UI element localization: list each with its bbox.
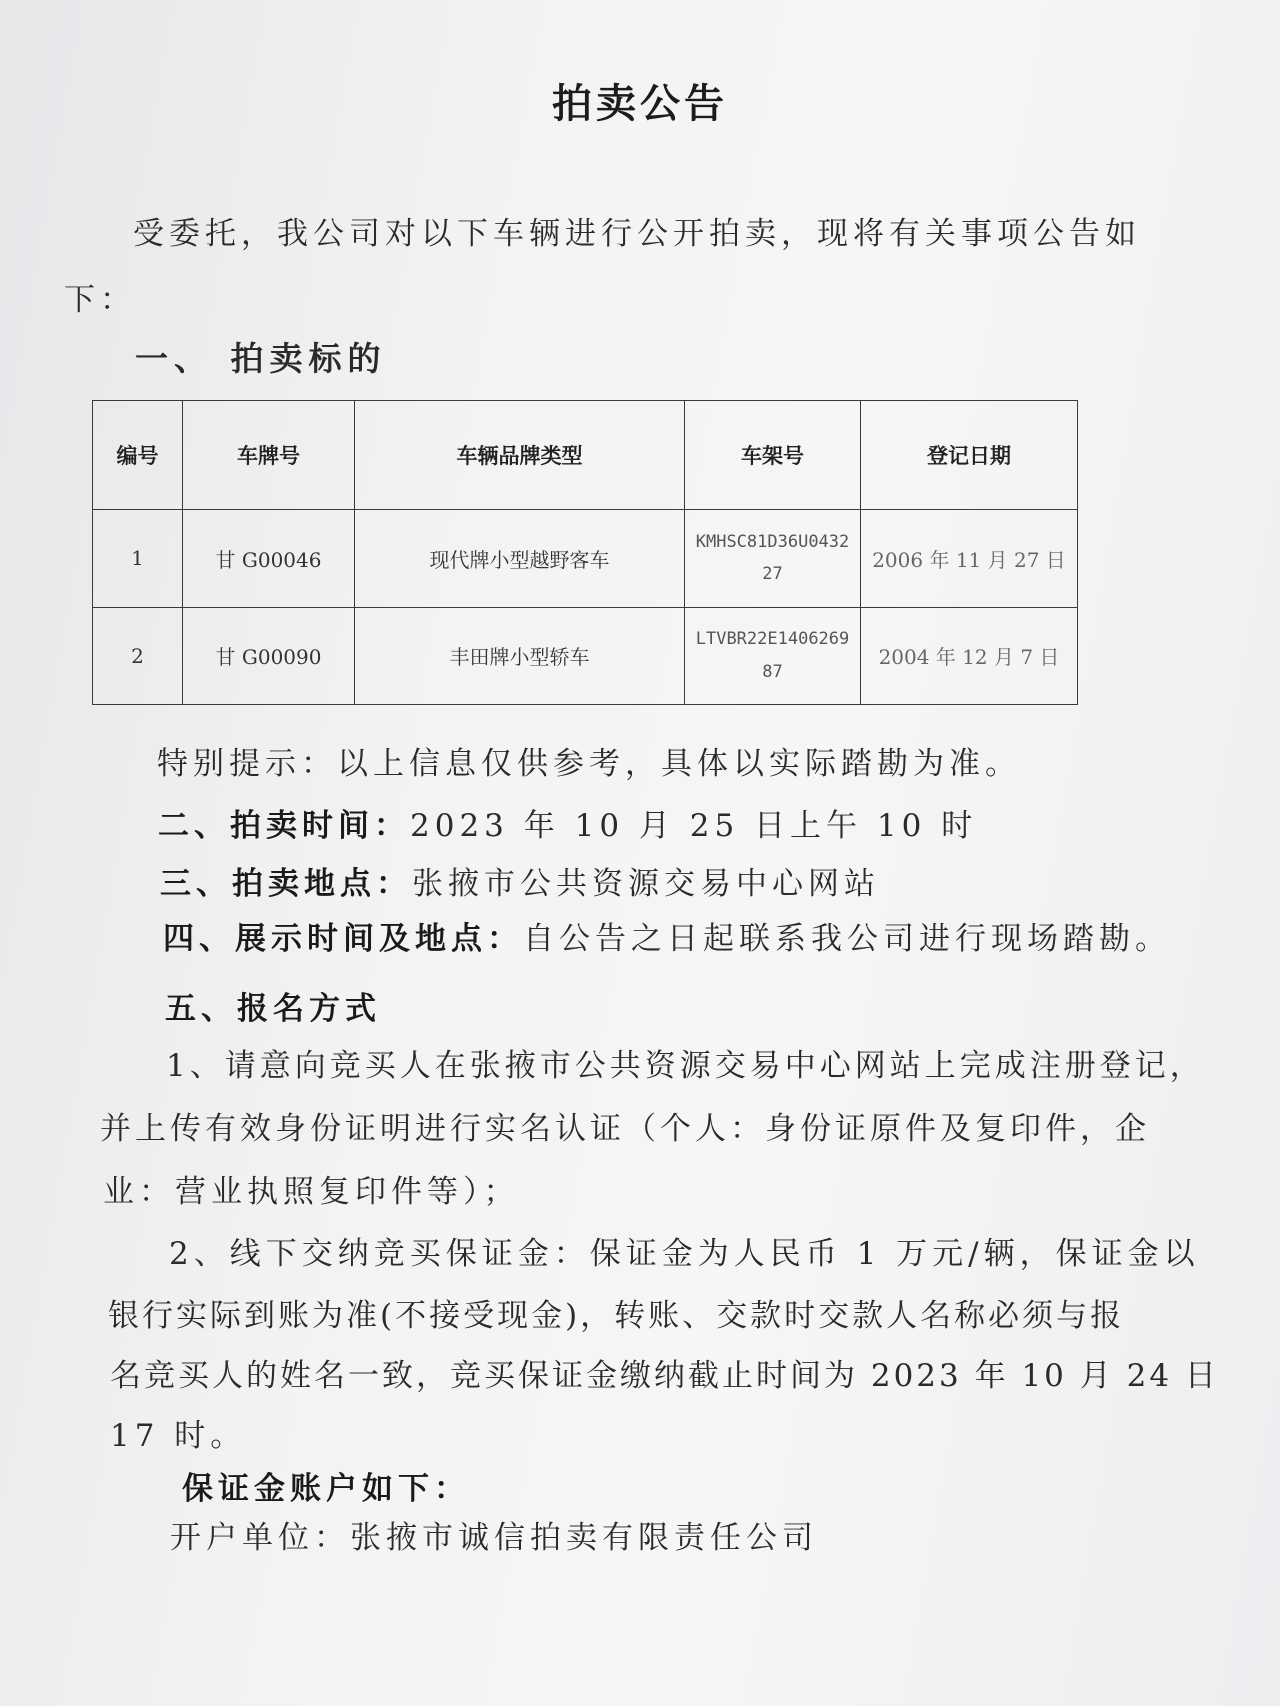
- intro-line-2: 下：: [64, 282, 136, 318]
- section-5-heading: 五、报名方式: [165, 991, 381, 1027]
- cell-number: 2: [93, 607, 183, 705]
- intro-line-1: 受委托，我公司对以下车辆进行公开拍卖，现将有关事项公告如: [133, 216, 1141, 252]
- header-plate: 车牌号: [183, 401, 355, 510]
- item-2-line-3: 名竞买人的姓名一致，竞买保证金缴纳截止时间为 2023 年 10 月 24 日: [110, 1358, 1219, 1394]
- item-2-line-2: 银行实际到账为准(不接受现金)，转账、交款时交款人名称必须与报: [108, 1298, 1125, 1334]
- cell-plate: 甘 G00046: [183, 510, 355, 608]
- section-3: [160, 858, 880, 903]
- section-4-label: 四、展示时间及地点：: [163, 921, 523, 957]
- page-title: 拍卖公告: [552, 80, 728, 127]
- table-row: [93, 607, 1078, 705]
- table-row: [93, 510, 1078, 608]
- item-1-line-3: 业：营业执照复印件等）；: [103, 1174, 520, 1210]
- item-1-line-1: 1、请意向竞买人在张掖市公共资源交易中心网站上完成注册登记，: [166, 1048, 1205, 1084]
- section-2-label: 二、拍卖时间：: [158, 808, 410, 844]
- section-2-value: 2023 年 10 月 25 日上午 10 时: [410, 808, 978, 844]
- section-4: [163, 913, 1171, 958]
- header-register-date: 登记日期: [861, 401, 1078, 510]
- section-1-heading: 一、 拍卖标的: [135, 339, 387, 378]
- item-2-line-1: 2、线下交纳竞买保证金：保证金为人民币 1 万元/辆，保证金以: [169, 1236, 1200, 1272]
- account-heading: 保证金账户如下：: [182, 1471, 470, 1507]
- table-header-row: [93, 401, 1078, 510]
- cell-vin: LTVBR22E140626987: [685, 607, 861, 705]
- cell-vehicle-type: 现代牌小型越野客车: [355, 510, 685, 608]
- special-note: 特别提示：以上信息仅供参考，具体以实际踏勘为准。: [157, 746, 1021, 782]
- cell-plate: 甘 G00090: [183, 607, 355, 705]
- cell-vin: KMHSC81D36U043227: [685, 510, 861, 608]
- item-1-line-2: 并上传有效身份证明进行实名认证（个人：身份证原件及复印件，企: [100, 1111, 1150, 1147]
- cell-number: 1: [93, 510, 183, 608]
- cell-vehicle-type: 丰田牌小型轿车: [355, 607, 685, 705]
- cell-register-date: 2006 年 11 月 27 日: [861, 510, 1078, 608]
- item-2-line-4: 17 时。: [110, 1418, 247, 1454]
- section-4-value: 自公告之日起联系我公司进行现场踏勘。: [523, 921, 1171, 957]
- auction-items-table: [92, 400, 1078, 705]
- header-vin: 车架号: [685, 401, 861, 510]
- cell-register-date: 2004 年 12 月 7 日: [861, 607, 1078, 705]
- account-unit: 开户单位：张掖市诚信拍卖有限责任公司: [170, 1520, 818, 1556]
- section-2: [158, 800, 977, 845]
- section-3-value: 张掖市公共资源交易中心网站: [412, 866, 880, 902]
- header-number: 编号: [93, 401, 183, 510]
- section-3-label: 三、拍卖地点：: [160, 866, 412, 902]
- header-vehicle-type: 车辆品牌类型: [355, 401, 685, 510]
